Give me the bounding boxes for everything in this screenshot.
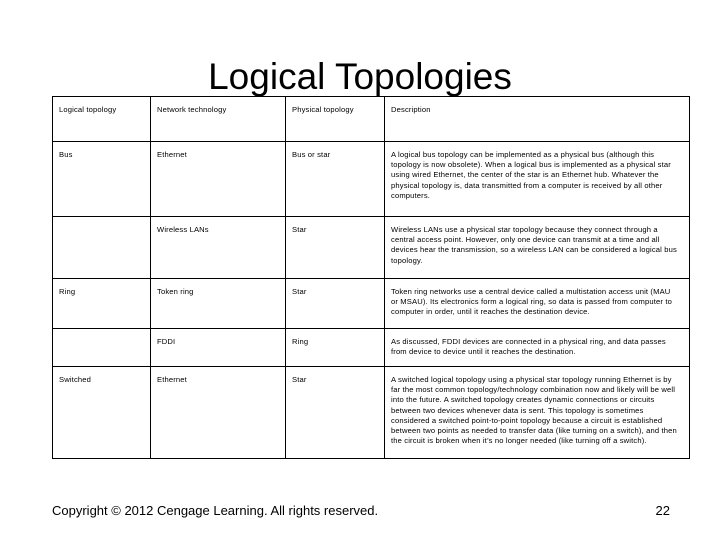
- cell-network-technology: Ethernet: [151, 142, 286, 217]
- table-row: [53, 142, 690, 217]
- header-logical-topology: Logical topology: [53, 97, 151, 142]
- cell-network-technology: Token ring: [151, 279, 286, 329]
- table-row: [53, 217, 690, 279]
- cell-physical-topology: Star: [286, 217, 385, 279]
- page-number: 22: [655, 503, 670, 518]
- cell-network-technology: Ethernet: [151, 367, 286, 459]
- cell-logical-topology: [53, 329, 151, 367]
- cell-logical-topology: Switched: [53, 367, 151, 459]
- cell-description: A switched logical topology using a physical star topology running Ethernet is by far the most common topology/technology combination now and likely will be well into the future. A switched topology creates dynamic connections or circuits between two devices whenever data is sent. This topology is sometimes considered a switched point-to-point topology because a circuit is established between two points as needed to transfer data (like turning on a switch), and then the circuit is broken when it’s no longer needed (like turning off a switch).: [385, 367, 690, 459]
- header-network-technology: Network technology: [151, 97, 286, 142]
- cell-network-technology: Wireless LANs: [151, 217, 286, 279]
- slide-title: Logical Topologies: [208, 56, 512, 97]
- table-row: [53, 279, 690, 329]
- header-physical-topology: Physical topology: [286, 97, 385, 142]
- cell-description: Wireless LANs use a physical star topology because they connect through a central access point. However, only one device can transmit at a time and all devices hear the transmission, so a wireless LAN can be considered a logical bus topology.: [385, 217, 690, 279]
- cell-logical-topology: [53, 217, 151, 279]
- table-header-row: [53, 97, 690, 142]
- table-row: [53, 367, 690, 459]
- copyright-footer: Copyright © 2012 Cengage Learning. All rights reserved.: [52, 503, 379, 518]
- cell-description: As discussed, FDDI devices are connected in a physical ring, and data passes from device to device until it reaches the destination.: [385, 329, 690, 367]
- cell-logical-topology: Bus: [53, 142, 151, 217]
- cell-physical-topology: Star: [286, 279, 385, 329]
- cell-physical-topology: Bus or star: [286, 142, 385, 217]
- cell-description: A logical bus topology can be implemented as a physical bus (although this topology is now obsolete). When a logical bus is implemented as a physical star using wired Ethernet, the center of the star is an Ethernet hub. Whatever the physical topology is, data transmitted from a computer is received by all other computers.: [385, 142, 690, 217]
- cell-logical-topology: Ring: [53, 279, 151, 329]
- cell-physical-topology: Star: [286, 367, 385, 459]
- cell-physical-topology: Ring: [286, 329, 385, 367]
- topologies-table: [52, 96, 690, 459]
- table-row: [53, 329, 690, 367]
- header-description: Description: [385, 97, 690, 142]
- cell-network-technology: FDDI: [151, 329, 286, 367]
- cell-description: Token ring networks use a central device called a multistation access unit (MAU or MSAU). Its electronics form a logical ring, so data is passed from computer to computer in order, until it reaches the destination device.: [385, 279, 690, 329]
